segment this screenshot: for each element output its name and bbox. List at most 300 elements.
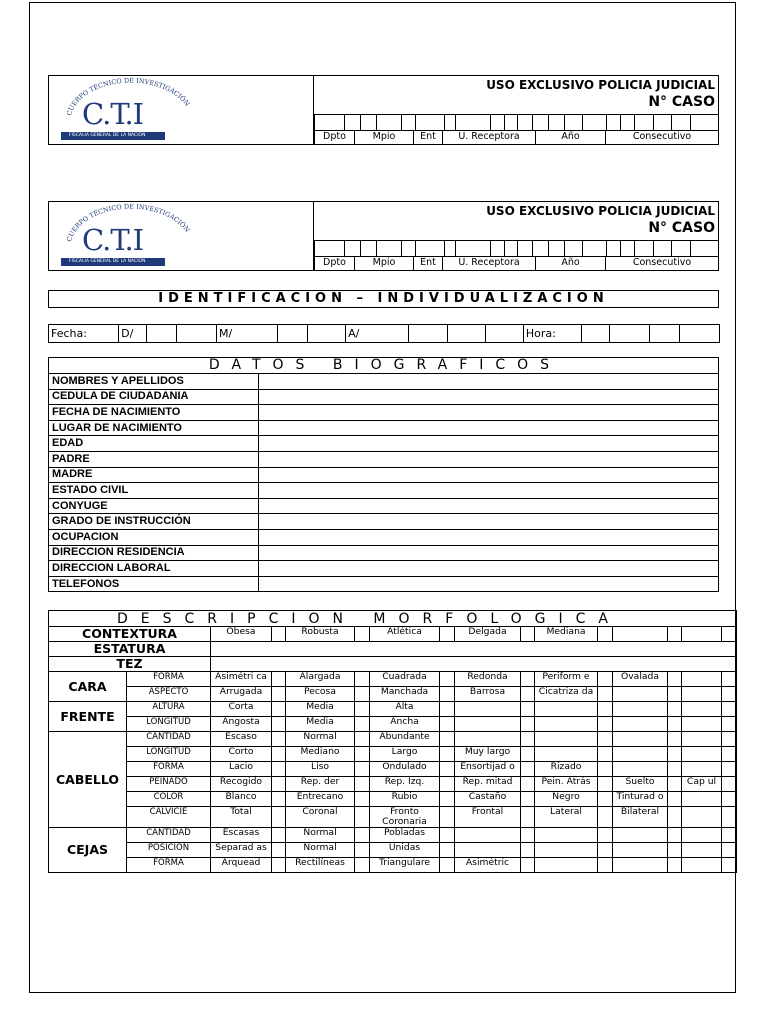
option-checkbox[interactable] [355, 687, 370, 702]
logo-bar: FISCALIA GENERAL DE LA NACION [61, 132, 165, 140]
case-digit-box[interactable] [606, 114, 620, 130]
option-checkbox[interactable] [668, 732, 682, 747]
cabello-option: Ondulado [370, 762, 440, 777]
option-checkbox[interactable] [355, 807, 370, 828]
cabello-option: Suelto [613, 777, 668, 792]
year-label: A/ [346, 325, 409, 343]
option-checkbox[interactable] [355, 792, 370, 807]
frente-option: Media [286, 702, 355, 717]
case-digit-box[interactable] [634, 240, 653, 256]
option-checkbox[interactable] [272, 777, 286, 792]
cejas-option-empty [613, 858, 668, 873]
option-checkbox[interactable] [440, 717, 455, 732]
option-checkbox[interactable] [598, 762, 613, 777]
option-checkbox[interactable] [722, 627, 737, 642]
option-checkbox[interactable] [355, 702, 370, 717]
case-field-label: Dpto [314, 130, 354, 144]
cabello-option: Rep. Izq. [370, 777, 440, 792]
contextura-option: Robusta [286, 627, 355, 642]
cabello-option-empty [682, 747, 722, 762]
option-checkbox[interactable] [440, 792, 455, 807]
option-checkbox[interactable] [668, 777, 682, 792]
case-digit-box[interactable] [634, 114, 653, 130]
cejas-sub-label: FORMA [127, 858, 211, 873]
cara-sub-label: ASPECTO [127, 687, 211, 702]
option-checkbox[interactable] [272, 672, 286, 687]
option-checkbox[interactable] [598, 777, 613, 792]
case-number-label: N° CASO [648, 94, 715, 110]
contextura-option: Mediana [535, 627, 598, 642]
bio-field-label: FECHA DE NACIMIENTO [49, 405, 259, 421]
cejas-option: Pobladas [370, 828, 440, 843]
case-digit-box[interactable] [620, 240, 634, 256]
cabello-option: Largo [370, 747, 440, 762]
case-header-2 [48, 201, 719, 271]
biographic-title: DATOS BIOGRAFICOS [49, 358, 719, 374]
logo-text: C.T.I [82, 97, 144, 131]
option-checkbox[interactable] [272, 843, 286, 858]
bio-field-input[interactable] [259, 467, 719, 483]
option-checkbox[interactable] [440, 687, 455, 702]
option-checkbox[interactable] [272, 702, 286, 717]
bio-field-input[interactable] [259, 498, 719, 514]
option-checkbox[interactable] [598, 843, 613, 858]
bio-row [49, 529, 719, 545]
option-checkbox[interactable] [355, 843, 370, 858]
option-checkbox[interactable] [598, 792, 613, 807]
cara-option: Asimétri ca [211, 672, 272, 687]
case-field-label: Mpio [354, 256, 413, 270]
day-field[interactable] [146, 325, 176, 343]
case-digit-box[interactable] [344, 240, 360, 256]
bio-row [49, 420, 719, 436]
svg-text:CUERPO TÉCNICO DE INVESTIGACIÓ: CUERPO TÉCNICO DE INVESTIGACIÓN [65, 202, 192, 242]
case-digit-box[interactable] [490, 240, 504, 256]
frente-option: Angosta [211, 717, 272, 732]
bio-row [49, 545, 719, 561]
cara-option: Ovalada [613, 672, 668, 687]
option-checkbox[interactable] [272, 828, 286, 843]
case-digit-box[interactable] [532, 114, 548, 130]
option-checkbox[interactable] [668, 747, 682, 762]
tez-label: TEZ [49, 657, 211, 672]
biographic-data-table [48, 357, 719, 592]
bio-field-input[interactable] [259, 420, 719, 436]
contextura-label: CONTEXTURA [49, 627, 211, 642]
case-field-label: U. Receptora [442, 130, 535, 144]
bio-field-label: DIRECCION LABORAL [49, 561, 259, 577]
bio-field-input[interactable] [259, 436, 719, 452]
option-checkbox[interactable] [598, 807, 613, 828]
bio-field-input[interactable] [259, 561, 719, 577]
cejas-option: Escasas [211, 828, 272, 843]
cabello-option: Rubio [370, 792, 440, 807]
option-checkbox[interactable] [598, 627, 613, 642]
case-digit-box[interactable] [671, 240, 690, 256]
bio-row [49, 561, 719, 577]
cara-option-empty [682, 672, 722, 687]
cabello-option-empty [535, 732, 598, 747]
cabello-option: Liso [286, 762, 355, 777]
case-digit-box[interactable] [360, 240, 376, 256]
bio-field-input[interactable] [259, 451, 719, 467]
option-checkbox[interactable] [722, 807, 737, 828]
case-digit-box[interactable] [344, 114, 360, 130]
option-checkbox[interactable] [440, 762, 455, 777]
cabello-option: Cap ul [682, 777, 722, 792]
option-checkbox[interactable] [440, 702, 455, 717]
option-checkbox[interactable] [598, 858, 613, 873]
option-checkbox[interactable] [440, 828, 455, 843]
option-checkbox[interactable] [355, 762, 370, 777]
option-checkbox[interactable] [668, 792, 682, 807]
option-checkbox[interactable] [272, 732, 286, 747]
contextura-option-empty [613, 627, 668, 642]
option-checkbox[interactable] [598, 687, 613, 702]
frente-option-empty [535, 702, 598, 717]
cabello-option-empty [682, 762, 722, 777]
option-checkbox[interactable] [668, 672, 682, 687]
option-checkbox[interactable] [722, 687, 737, 702]
tez-field[interactable] [211, 657, 737, 672]
option-checkbox[interactable] [598, 828, 613, 843]
cabello-option-empty [613, 732, 668, 747]
bio-field-label: CONYUGE [49, 498, 259, 514]
bio-field-input[interactable] [259, 405, 719, 421]
cejas-option-empty [535, 828, 598, 843]
option-checkbox[interactable] [521, 687, 535, 702]
option-checkbox[interactable] [521, 762, 535, 777]
hour-field[interactable] [581, 325, 610, 343]
option-checkbox[interactable] [440, 672, 455, 687]
option-checkbox[interactable] [272, 858, 286, 873]
case-field-label: Ent [413, 256, 442, 270]
option-checkbox[interactable] [668, 807, 682, 828]
case-digit-box[interactable] [415, 240, 444, 256]
hour-field[interactable] [680, 325, 720, 343]
option-checkbox[interactable] [598, 717, 613, 732]
option-checkbox[interactable] [521, 702, 535, 717]
cejas-option: Normal [286, 843, 355, 858]
option-checkbox[interactable] [521, 672, 535, 687]
case-digit-box[interactable] [314, 114, 344, 130]
cabello-option: Escaso [211, 732, 272, 747]
option-checkbox[interactable] [668, 627, 682, 642]
bio-field-input[interactable] [259, 483, 719, 499]
cejas-option-empty [682, 843, 722, 858]
bio-field-label: NOMBRES Y APELLIDOS [49, 374, 259, 390]
police-use-title: USO EXCLUSIVO POLICIA JUDICIAL [486, 78, 715, 92]
case-digit-box[interactable] [606, 240, 620, 256]
case-digit-box[interactable] [360, 114, 376, 130]
frente-option-empty [682, 717, 722, 732]
option-checkbox[interactable] [440, 732, 455, 747]
cabello-option-empty [535, 747, 598, 762]
case-digit-box[interactable] [455, 114, 490, 130]
bio-field-input[interactable] [259, 374, 719, 390]
frente-option: Media [286, 717, 355, 732]
day-field[interactable] [177, 325, 217, 343]
cejas-sub-label: POSICION [127, 843, 211, 858]
bio-field-label: OCUPACION [49, 529, 259, 545]
cabello-option-empty [613, 747, 668, 762]
option-checkbox[interactable] [272, 792, 286, 807]
cara-option-empty [613, 687, 668, 702]
option-checkbox[interactable] [272, 747, 286, 762]
frente-option: Ancha [370, 717, 440, 732]
option-checkbox[interactable] [722, 858, 737, 873]
frente-option-empty [455, 717, 521, 732]
case-digit-box[interactable] [455, 240, 490, 256]
logo-text: C.T.I [82, 223, 144, 257]
month-field[interactable] [308, 325, 346, 343]
year-field[interactable] [448, 325, 486, 343]
case-field-label: Año [535, 130, 605, 144]
bio-row [49, 374, 719, 390]
date-row [48, 324, 720, 343]
cabello-sub-label: LONGITUD [127, 747, 211, 762]
cabello-option: Recogido [211, 777, 272, 792]
option-checkbox[interactable] [598, 672, 613, 687]
option-checkbox[interactable] [521, 792, 535, 807]
case-digit-box[interactable] [504, 114, 517, 130]
case-digit-box[interactable] [620, 114, 634, 130]
cabello-option-empty [455, 732, 521, 747]
bio-field-input[interactable] [259, 514, 719, 530]
cejas-option-empty [613, 843, 668, 858]
bio-row [49, 389, 719, 405]
cara-option: Pecosa [286, 687, 355, 702]
case-digit-box[interactable] [376, 114, 401, 130]
cejas-option: Separad as [211, 843, 272, 858]
option-checkbox[interactable] [521, 828, 535, 843]
case-digit-box[interactable] [401, 240, 415, 256]
option-checkbox[interactable] [722, 702, 737, 717]
case-digit-box[interactable] [444, 240, 455, 256]
case-number-grid [314, 114, 718, 144]
frente-option-empty [613, 717, 668, 732]
contextura-option: Atlética [370, 627, 440, 642]
frente-option-empty [682, 702, 722, 717]
cejas-option-empty [455, 828, 521, 843]
bio-field-input[interactable] [259, 576, 719, 592]
month-label: M/ [217, 325, 278, 343]
month-field[interactable] [277, 325, 307, 343]
option-checkbox[interactable] [355, 627, 370, 642]
option-checkbox[interactable] [521, 843, 535, 858]
cabello-option-empty [682, 807, 722, 828]
cabello-option: Ensortijad o [455, 762, 521, 777]
case-digit-box[interactable] [653, 240, 671, 256]
case-number-panel [314, 75, 719, 145]
case-field-label: Año [535, 256, 605, 270]
option-checkbox[interactable] [521, 858, 535, 873]
option-checkbox[interactable] [521, 627, 535, 642]
bio-row [49, 498, 719, 514]
case-digit-box[interactable] [690, 114, 718, 130]
option-checkbox[interactable] [440, 858, 455, 873]
cejas-option-empty [455, 843, 521, 858]
cara-option: Redonda [455, 672, 521, 687]
option-checkbox[interactable] [440, 777, 455, 792]
cabello-option: Normal [286, 732, 355, 747]
case-digit-box[interactable] [653, 114, 671, 130]
option-checkbox[interactable] [598, 747, 613, 762]
hour-label: Hora: [523, 325, 581, 343]
case-field-label: Ent [413, 130, 442, 144]
frente-sub-label: LONGITUD [127, 717, 211, 732]
cabello-option: Rep. der [286, 777, 355, 792]
option-checkbox[interactable] [521, 777, 535, 792]
cejas-sub-label: CANTIDAD [127, 828, 211, 843]
cabello-option: Castaño [455, 792, 521, 807]
case-digit-box[interactable] [415, 114, 444, 130]
option-checkbox[interactable] [668, 687, 682, 702]
option-checkbox[interactable] [272, 807, 286, 828]
case-digit-box[interactable] [444, 114, 455, 130]
option-checkbox[interactable] [722, 792, 737, 807]
bio-field-label: GRADO DE INSTRUCCIÓN [49, 514, 259, 530]
option-checkbox[interactable] [668, 717, 682, 732]
estatura-field[interactable] [211, 642, 737, 657]
year-field[interactable] [408, 325, 448, 343]
option-checkbox[interactable] [355, 732, 370, 747]
option-checkbox[interactable] [668, 762, 682, 777]
option-checkbox[interactable] [272, 627, 286, 642]
cabello-option-empty [613, 762, 668, 777]
case-digit-box[interactable] [548, 240, 564, 256]
bio-field-label: ESTADO CIVIL [49, 483, 259, 499]
bio-row [49, 576, 719, 592]
contextura-option-empty [682, 627, 722, 642]
option-checkbox[interactable] [722, 672, 737, 687]
bio-field-input[interactable] [259, 389, 719, 405]
option-checkbox[interactable] [272, 717, 286, 732]
bio-field-label: LUGAR DE NACIMIENTO [49, 420, 259, 436]
cti-logo [48, 201, 314, 271]
case-field-label: Mpio [354, 130, 413, 144]
option-checkbox[interactable] [722, 843, 737, 858]
case-digit-box[interactable] [401, 114, 415, 130]
option-checkbox[interactable] [722, 717, 737, 732]
option-checkbox[interactable] [722, 762, 737, 777]
option-checkbox[interactable] [440, 747, 455, 762]
year-field[interactable] [486, 325, 524, 343]
option-checkbox[interactable] [355, 672, 370, 687]
option-checkbox[interactable] [722, 732, 737, 747]
option-checkbox[interactable] [272, 762, 286, 777]
cabello-sub-label: COLOR [127, 792, 211, 807]
option-checkbox[interactable] [440, 627, 455, 642]
option-checkbox[interactable] [521, 807, 535, 828]
case-digit-box[interactable] [548, 114, 564, 130]
cabello-option: Bilateral [613, 807, 668, 828]
bio-field-input[interactable] [259, 529, 719, 545]
cabello-option: Entrecano [286, 792, 355, 807]
case-digit-box[interactable] [376, 240, 401, 256]
frente-option: Alta [370, 702, 440, 717]
cabello-option: Rep. mitad [455, 777, 521, 792]
case-digit-box[interactable] [564, 114, 582, 130]
option-checkbox[interactable] [272, 687, 286, 702]
cara-option-empty [682, 687, 722, 702]
case-digit-box[interactable] [564, 240, 582, 256]
option-checkbox[interactable] [722, 747, 737, 762]
case-digit-box[interactable] [504, 240, 517, 256]
option-checkbox[interactable] [355, 747, 370, 762]
option-checkbox[interactable] [440, 807, 455, 828]
case-number-panel [314, 201, 719, 271]
hour-field[interactable] [610, 325, 650, 343]
cejas-option: Normal [286, 828, 355, 843]
cabello-option: Muy largo [455, 747, 521, 762]
option-checkbox[interactable] [668, 702, 682, 717]
option-checkbox[interactable] [440, 843, 455, 858]
case-digit-box[interactable] [314, 240, 344, 256]
svg-text:CUERPO TÉCNICO DE INVESTIGACIÓ: CUERPO TÉCNICO DE INVESTIGACIÓN [65, 76, 192, 116]
bio-field-label: MADRE [49, 467, 259, 483]
option-checkbox[interactable] [598, 732, 613, 747]
option-checkbox[interactable] [722, 828, 737, 843]
case-digit-box[interactable] [532, 240, 548, 256]
date-label: Fecha: [49, 325, 119, 343]
cejas-option: Arquead [211, 858, 272, 873]
option-checkbox[interactable] [521, 732, 535, 747]
contextura-option: Obesa [211, 627, 272, 642]
cara-option: Cuadrada [370, 672, 440, 687]
frente-label: FRENTE [49, 702, 127, 732]
option-checkbox[interactable] [668, 843, 682, 858]
option-checkbox[interactable] [355, 777, 370, 792]
case-digit-box[interactable] [517, 240, 532, 256]
option-checkbox[interactable] [668, 858, 682, 873]
case-field-label: Dpto [314, 256, 354, 270]
cabello-option-empty [682, 732, 722, 747]
bio-row [49, 405, 719, 421]
option-checkbox[interactable] [355, 717, 370, 732]
cabello-option: Frontal [455, 807, 521, 828]
option-checkbox[interactable] [668, 828, 682, 843]
cejas-option-empty [682, 858, 722, 873]
case-digit-box[interactable] [517, 114, 532, 130]
option-checkbox[interactable] [722, 777, 737, 792]
hour-field[interactable] [649, 325, 679, 343]
option-checkbox[interactable] [355, 858, 370, 873]
estatura-label: ESTATURA [49, 642, 211, 657]
morphological-table [48, 610, 737, 873]
case-field-label: Consecutivo [605, 256, 718, 270]
option-checkbox[interactable] [521, 717, 535, 732]
case-digit-box[interactable] [582, 114, 606, 130]
frente-option-empty [535, 717, 598, 732]
frente-option-empty [613, 702, 668, 717]
frente-sub-label: ALTURA [127, 702, 211, 717]
case-digit-box[interactable] [582, 240, 606, 256]
case-digit-box[interactable] [490, 114, 504, 130]
case-number-label: N° CASO [648, 220, 715, 236]
option-checkbox[interactable] [521, 747, 535, 762]
option-checkbox[interactable] [355, 828, 370, 843]
bio-field-label: TELEFONOS [49, 576, 259, 592]
cti-logo [48, 75, 314, 145]
case-digit-box[interactable] [690, 240, 718, 256]
bio-field-label: DIRECCION RESIDENCIA [49, 545, 259, 561]
case-digit-box[interactable] [671, 114, 690, 130]
cara-option: Periform e [535, 672, 598, 687]
logo-bar: FISCALIA GENERAL DE LA NACION [61, 258, 165, 266]
option-checkbox[interactable] [598, 702, 613, 717]
bio-field-input[interactable] [259, 545, 719, 561]
